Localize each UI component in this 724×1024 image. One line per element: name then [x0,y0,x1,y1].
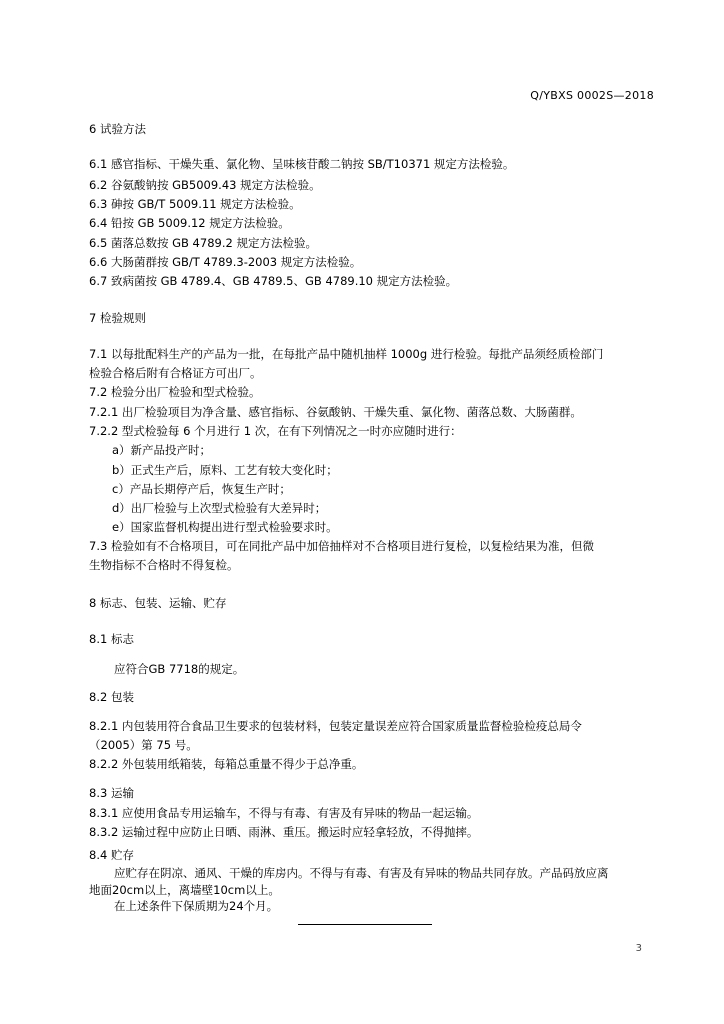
text-line: 8.2.1 内包装用符合食品卫生要求的包装材料，包装定量误差应符合国家质量监督检验检疫总局令 [89,719,582,733]
text-line: 7.2.2 型式检验每 6 个月进行 1 次，在有下列情况之一时亦应随时进行： [89,424,462,438]
text-line: 6 试验方法 [89,122,146,136]
text-line: 7.2.1 出厂检验项目为净含量、感官指标、谷氨酸钠、干燥失重、氯化物、菌落总数、大肠菌群。 [89,405,582,419]
text-line: 6.7 致病菌按 GB 4789.4、GB 4789.5、GB 4789.10 规定方法检验。 [89,274,458,288]
text-line: 8.3 运输 [89,786,134,800]
text-line: 7.2 检验分出厂检验和型式检验。 [89,385,261,399]
text-line: 8.2.2 外包装用纸箱装，每箱总重量不得少于总净重。 [89,757,364,771]
text-line: c）产品长期停产后，恢复生产时； [112,482,291,496]
text-line: 8.3.1 应使用食品专用运输车，不得与有毒、有害及有异味的物品一起运输。 [89,806,479,820]
end-rule [298,924,432,925]
text-line: （2005）第 75 号。 [89,738,198,752]
text-line: 6.3 砷按 GB/T 5009.11 规定方法检验。 [89,197,301,211]
text-line: b）正式生产后，原料、工艺有较大变化时； [112,463,338,477]
text-line: 7 检验规则 [89,311,146,325]
page-number: 3 [635,943,642,954]
text-line: 8.4 贮存 [89,848,134,862]
text-line: 6.1 感官指标、干燥失重、氯化物、呈味核苷酸二钠按 SB/T10371 规定方法检验。 [89,157,515,171]
text-line: 地面20cm以上，离墙壁10cm以上。 [89,883,280,897]
text-line: 6.2 谷氨酸钠按 GB5009.43 规定方法检验。 [89,178,321,192]
text-line: 7.3 检验如有不合格项目，可在同批产品中加倍抽样对不合格项目进行复检，以复检结果为准，但微 [89,539,594,553]
text-line: 8.1 标志 [89,632,134,646]
text-line: 应贮存在阴凉、通风、干燥的库房内。不得与有毒、有害及有异味的物品共同存放。产品码放应离 [114,866,609,880]
text-line: 应符合GB 7718的规定。 [114,662,245,676]
text-line: 8.3.2 运输过程中应防止日晒、雨淋、重压。搬运时应轻拿轻放，不得抛摔。 [89,825,479,839]
text-line: e）国家监督机构提出进行型式检验要求时。 [112,520,338,534]
text-line: 检验合格后附有合格证方可出厂。 [89,366,262,380]
text-line: 在上述条件下保质期为24个月。 [114,899,279,913]
text-line: a）新产品投产时； [112,443,212,457]
standard-code: Q/YBXS 0002S—2018 [530,89,654,102]
text-line: 6.5 菌落总数按 GB 4789.2 规定方法检验。 [89,236,317,250]
text-line: 8.2 包装 [89,690,134,704]
text-line: 6.4 铅按 GB 5009.12 规定方法检验。 [89,216,290,230]
text-line: 6.6 大肠菌群按 GB/T 4789.3-2003 规定方法检验。 [89,255,362,269]
text-line: 8 标志、包装、运输、贮存 [89,596,227,610]
text-line: 7.1 以每批配料生产的产品为一批，在每批产品中随机抽样 1000g 进行检验。每批产品须经质检部门 [89,347,604,361]
text-line: d）出厂检验与上次型式检验有大差异时； [112,501,327,515]
text-line: 生物指标不合格时不得复检。 [89,558,239,572]
